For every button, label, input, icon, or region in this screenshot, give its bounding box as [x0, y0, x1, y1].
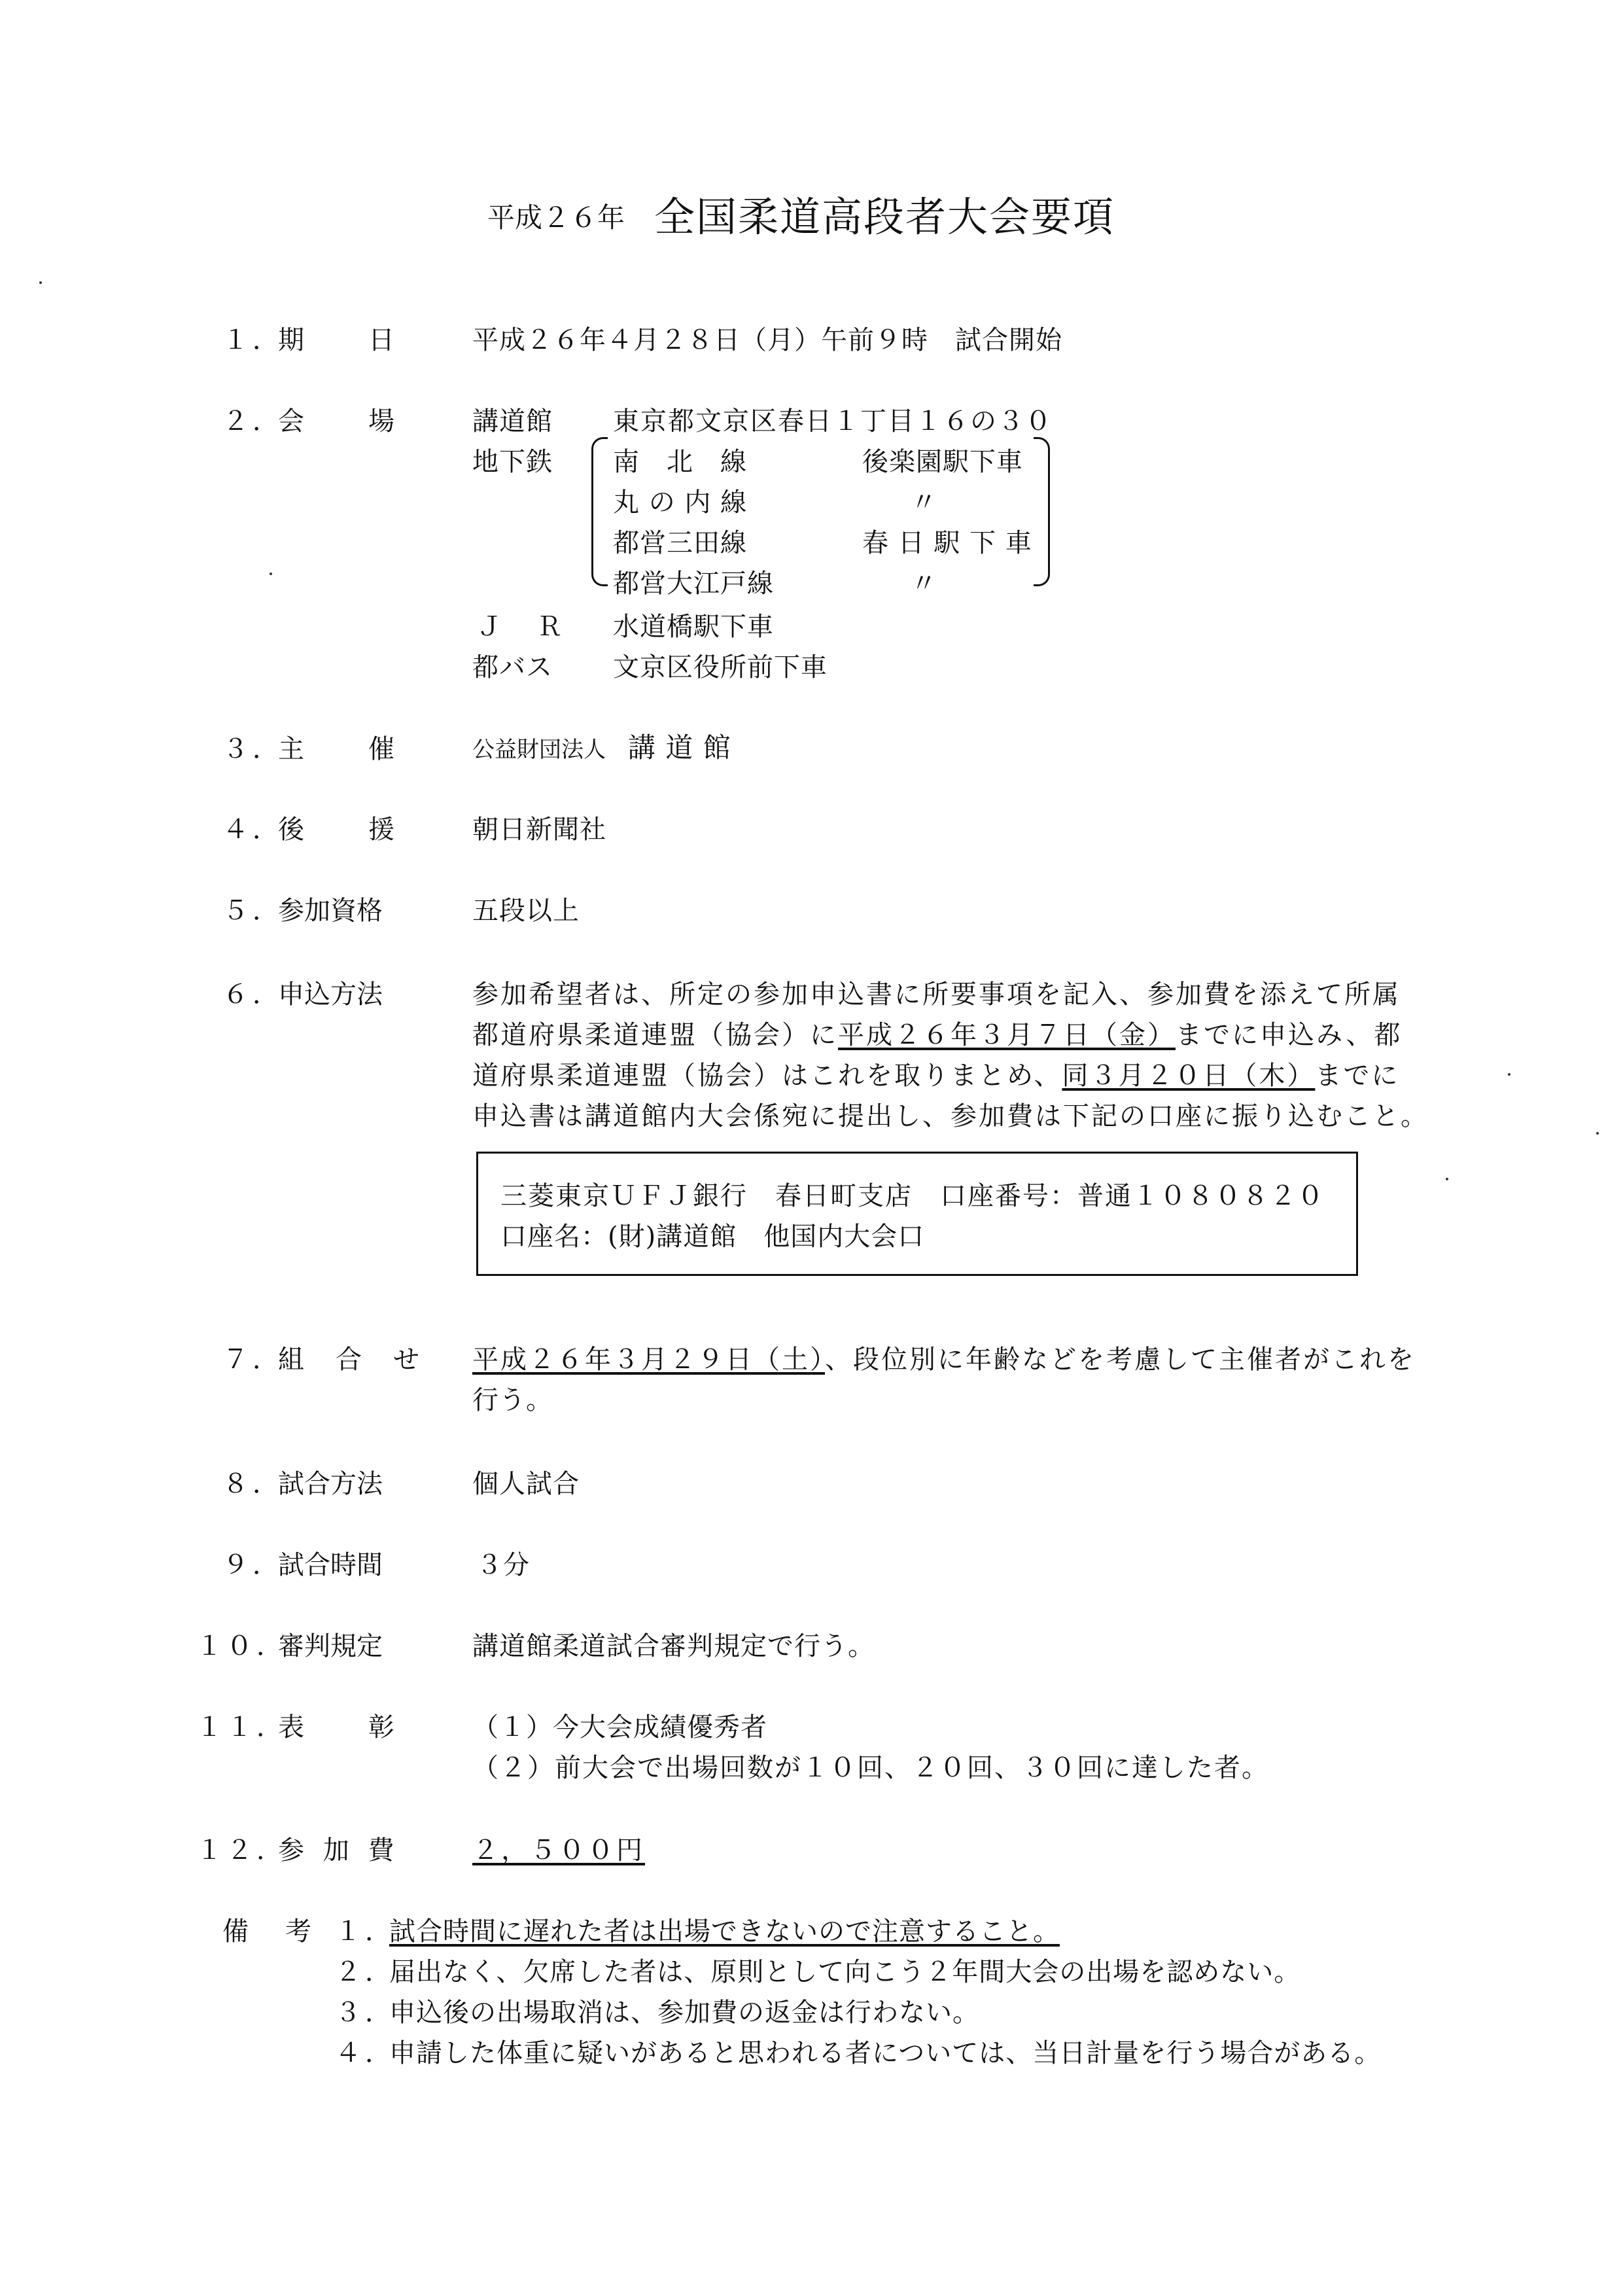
- draw-text: 、段位別に年齢などを考慮して主催者がこれを: [825, 1345, 1416, 1375]
- bank-account-box: [476, 1152, 1358, 1276]
- note-text: 届出なく、欠席した者は、原則として向こう２年間大会の出場を認めない。: [389, 1957, 1301, 1987]
- note-number: ３．: [335, 1998, 395, 2028]
- refereeing-rules: 講道館柔道試合審判規定で行う。: [472, 1631, 875, 1661]
- bracket-left: [591, 437, 608, 586]
- venue-name: 講道館: [472, 406, 553, 436]
- subway-line: 都営三田線: [613, 528, 747, 558]
- award-line: （１）今大会成績優秀者: [472, 1712, 767, 1742]
- note-number: ４．: [335, 2038, 395, 2068]
- application-line: 参加希望者は、所定の参加申込書に所要事項を記入、参加費を添えて所属: [472, 980, 1401, 1010]
- item-label: 期 日: [278, 325, 398, 355]
- item-label: 試合方法: [278, 1469, 383, 1499]
- scan-speck: [39, 281, 42, 284]
- entry-fee: ２，５００円: [472, 1835, 645, 1865]
- draw-line: [472, 1339, 1416, 1376]
- submission-deadline: 同３月２０日（木）: [1062, 1061, 1316, 1091]
- item-label: 参 加 費: [278, 1835, 400, 1865]
- item-number: ９．: [222, 1550, 283, 1580]
- scan-speck: [1446, 1178, 1448, 1180]
- draw-date: 平成２６年３月２９日（土）: [472, 1345, 825, 1375]
- venue-address: 東京都文京区春日１丁目１６の３０: [613, 406, 1053, 436]
- scan-speck: [1508, 1073, 1510, 1076]
- item-number: ４．: [222, 815, 283, 845]
- bank-account-name: 口座名：(財)講道館 他国内大会口: [500, 1222, 925, 1252]
- application-line: [472, 1055, 1399, 1092]
- bracket-right: [1034, 437, 1050, 586]
- item-number: ５．: [222, 896, 283, 926]
- match-duration: ３分: [476, 1550, 530, 1580]
- application-text: 道府県柔道連盟（協会）はこれを取りまとめ、: [472, 1061, 1062, 1091]
- item-label: 主 催: [278, 734, 398, 764]
- notes-label: 備 考: [222, 1916, 317, 1947]
- subway-station: 〃: [911, 487, 937, 518]
- item-label: 表 彰: [278, 1712, 398, 1742]
- note-number: ２．: [335, 1957, 395, 1987]
- page-title: 全国柔道高段者大会要項: [654, 193, 1115, 241]
- subway-line: 丸 の 内 線: [613, 487, 748, 518]
- note-text: 申込後の出場取消は、参加費の返金は行わない。: [389, 1998, 979, 2028]
- match-format: 個人試合: [472, 1469, 580, 1499]
- application-deadline: 平成２６年３月７日（金）: [838, 1020, 1176, 1050]
- note-number: １．: [335, 1916, 395, 1947]
- item-date: 平成２６年４月２８日（月）午前９時 試合開始: [472, 325, 1062, 355]
- bank-account-line: 三菱東京ＵＦＪ銀行 春日町支店 口座番号：普通１０８０８２０: [500, 1181, 1325, 1211]
- application-text: 都道府県柔道連盟（協会）に: [472, 1020, 838, 1050]
- subway-station: 後楽園駅下車: [862, 447, 1023, 477]
- item-number: １．: [222, 325, 283, 355]
- item-number: １１．: [196, 1712, 287, 1742]
- sponsor: 朝日新聞社: [472, 815, 606, 845]
- scan-speck: [270, 573, 272, 575]
- organizer-name: 講 道 館: [628, 732, 731, 764]
- organizer-prefix: 公益財団法人: [472, 737, 606, 763]
- application-text: までに: [1315, 1061, 1400, 1091]
- jr-label: Ｊ Ｒ: [476, 612, 567, 642]
- scan-speck: [1596, 1132, 1599, 1135]
- subway-label: 地下鉄: [472, 447, 553, 477]
- item-label: 会 場: [278, 406, 398, 436]
- item-label: 試合時間: [278, 1550, 383, 1580]
- bus-stop: 文京区役所前下車: [613, 652, 828, 682]
- award-line: （２）前大会で出場回数が１０回、２０回、３０回に達した者。: [472, 1753, 1269, 1783]
- item-number: ２．: [222, 406, 283, 436]
- subway-line: 南 北 線: [613, 447, 747, 477]
- item-number: ７．: [222, 1345, 283, 1375]
- title-year: 平成２６年: [487, 202, 625, 234]
- item-number: ６．: [222, 980, 283, 1010]
- application-text: までに申込み、都: [1176, 1020, 1403, 1050]
- item-number: １０．: [196, 1631, 287, 1661]
- subway-line: 都営大江戸線: [613, 569, 774, 599]
- item-number: ８．: [222, 1469, 283, 1499]
- jr-station: 水道橋駅下車: [613, 612, 774, 642]
- bus-label: 都バス: [472, 652, 553, 682]
- item-label: 参加資格: [278, 896, 383, 926]
- subway-station: 〃: [911, 569, 937, 599]
- item-label: 後 援: [278, 815, 398, 845]
- note-text: 申請した体重に疑いがあると思われる者については、当日計量を行う場合がある。: [389, 2038, 1382, 2068]
- eligibility: 五段以上: [472, 896, 580, 926]
- item-label: 審判規定: [278, 1631, 383, 1661]
- item-number: ３．: [222, 734, 283, 764]
- note-text: 試合時間に遅れた者は出場できないので注意すること。: [389, 1916, 1060, 1947]
- item-number: １２．: [196, 1835, 287, 1865]
- draw-line: 行う。: [472, 1385, 553, 1415]
- item-label: 申込方法: [278, 980, 383, 1010]
- subway-station: 春 日 駅 下 車: [862, 528, 1032, 558]
- item-label: 組 合 せ: [278, 1345, 422, 1375]
- application-line: [472, 1014, 1402, 1051]
- application-line: 申込書は講道館内大会係宛に提出し、参加費は下記の口座に振り込むこと。: [472, 1101, 1429, 1131]
